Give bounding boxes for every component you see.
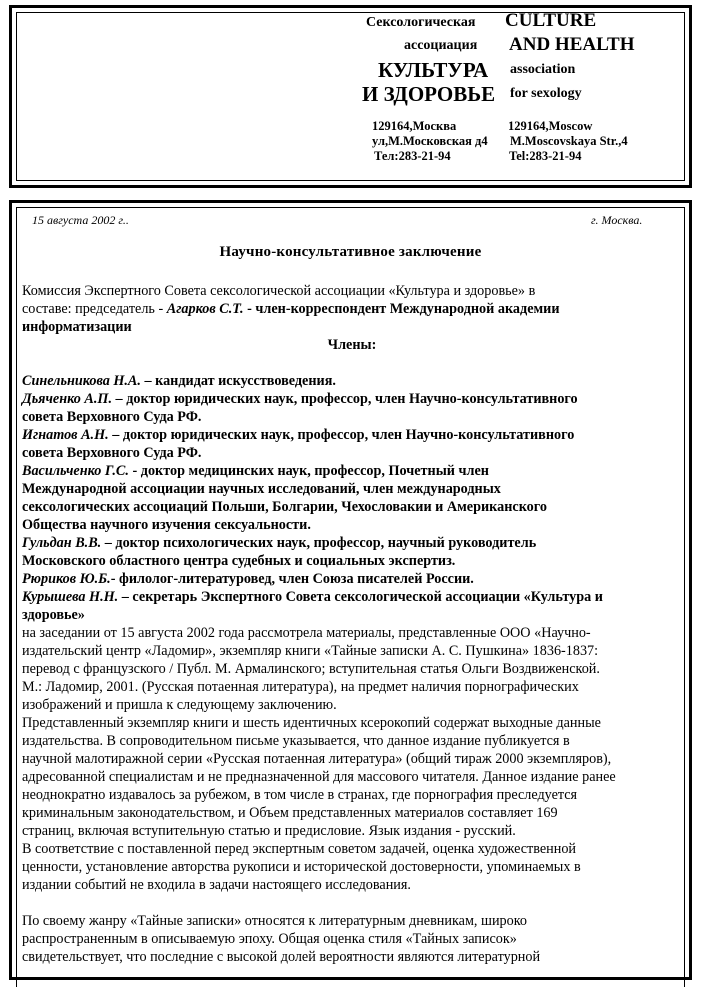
org-name-en-line4: for sexology [510,86,582,101]
org-name-ru-line2: ассоциация [404,38,478,53]
document-date: 15 августа 2002 г.. [32,213,129,227]
body-line-blank [22,894,682,912]
intro-line [22,300,682,318]
address-en-postal: 129164,Moscow [508,119,593,133]
member-name: Синельникова Н.А. [22,373,141,389]
body-line: издательский центр «Ладомир», экземпляр книги «Тайные записки А. С. Пушкина» 1836-1837: [22,643,599,659]
chair-name: Агарков С.Т. [166,301,244,317]
body-line: научной малотиражной серии «Русская потаенная литература» (общий тираж 2000 экземпляров), [22,751,612,767]
member-name: Курышева Н.Н. [22,589,119,605]
member-entry [22,426,682,444]
member-name: Рюриков Ю.Б. [22,571,111,587]
intro-line: Комиссия Экспертного Совета сексологической ассоциации «Культура и здоровье» в [22,283,536,299]
body-line: неоднократно издавалось за рубежом, в том числе в странах, где порнография преследуется [22,787,578,803]
body-line: По своему жанру «Тайные записки» относятся к литературным дневникам, широко [22,913,527,929]
body-line: страниц, включая вступительную статью и предисловие. Язык издания - русский. [22,823,516,839]
member-entry [22,372,682,390]
body-line: В соответствие с поставленной перед экспертным советом задачей, оценка художественной [22,841,577,857]
body-line: перевод с французского / Публ. М. Армалинского; вступительная статья Ольги Воздвиженской. [22,661,600,677]
member-entry [22,390,682,408]
member-desc: - филолог-литературовед, член Союза писателей России. [110,571,474,587]
member-name: Гульдан В.В. [22,535,102,551]
body-line: ценности, установление авторства рукописи и исторической достоверности, упоминаемых в [22,859,581,875]
member-entry [22,588,682,606]
org-name-en-line2: AND HEALTH [509,34,635,55]
body-line: изображений и пришла к следующему заключению. [22,697,337,713]
intro-prefix: составе: председатель - [22,301,164,317]
member-desc-cont: Московского областного центра судебных и социальных экспертиз. [22,553,456,569]
org-name-en-line3: association [510,62,576,77]
commission-intro [22,282,682,354]
member-desc-cont: здоровье» [22,607,85,623]
member-desc-cont: Международной ассоциации научных исследований, член международных [22,481,501,497]
address-en-street: M.Moscovskaya Str.,4 [510,134,628,148]
body-line: криминальным законодательством, и Объем представленных материалов составляет 169 [22,805,558,821]
address-ru-postal: 129164,Москва [372,119,457,133]
member-desc-cont: совета Верховного Суда РФ. [22,445,202,461]
address-ru-street: ул,М.Московская д4 [372,134,488,148]
org-name-ru-line4: И ЗДОРОВЬЕ [362,82,496,106]
document-place: г. Москва. [591,213,643,227]
member-entry [22,534,682,552]
member-desc-cont: сексологических ассоциаций Польши, Болгарии, Чехословакии и Американского [22,499,547,515]
address-en-phone: Tel:283-21-94 [509,149,582,163]
body-line: издательства. В сопроводительном письме указывается, что данное издание публикуется в [22,733,570,749]
member-entry [22,462,682,480]
member-desc-cont: Общества научного изучения сексуальности. [22,517,311,533]
address-ru-phone: Тел:283-21-94 [374,149,451,163]
org-name-ru-line3: КУЛЬТУРА [378,58,489,82]
members-heading: Члены: [327,337,377,353]
member-name: Дьяченко А.П. [22,391,112,407]
body-text [22,624,682,966]
body-line: свидетельствует, что последние с высокой долей вероятности являются литературной [22,949,541,965]
member-entry [22,570,682,588]
member-desc: – доктор психологических наук, профессор, научный руководитель [101,535,537,551]
member-desc: – доктор юридических наук, профессор, член Научно-консультативного [108,427,575,443]
member-name: Игнатов А.Н. [22,427,109,443]
member-desc: - доктор медицинских наук, профессор, Почетный член [128,463,489,479]
org-name-ru-line1: Сексологическая [366,15,476,30]
body-line: М.: Ладомир, 2001. (Русская потаенная литература), на предмет наличия порнографических [22,679,579,695]
body-line: на заседании от 15 августа 2002 года рассмотрела материалы, представленные ООО «Научно- [22,625,591,641]
body-line: распространенным в описываемую эпоху. Общая оценка стиля «Тайных записок» [22,931,517,947]
body-line: адресованной специалистам и не предназначенной для массового читателя. Данное издание ранее [22,769,616,785]
member-desc: – доктор юридических наук, профессор, член Научно-консультативного [112,391,578,407]
members-list [22,372,682,624]
chair-title: - член-корреспондент Международной академии [243,301,560,317]
body-line: издании событий не входила в задачи настоящего исследования. [22,877,411,893]
member-desc-cont: совета Верховного Суда РФ. [22,409,202,425]
org-name-en-line1: CULTURE [505,10,597,31]
letterhead-frame [9,5,692,188]
member-desc: – кандидат искусствоведения. [140,373,336,389]
member-desc: – секретарь Экспертного Совета сексологической ассоциации «Культура и [118,589,603,605]
body-line: Представленный экземпляр книги и шесть идентичных ксерокопий содержат выходные данные [22,715,601,731]
member-name: Васильченко Г.С. [22,463,129,479]
intro-line: информатизации [22,319,132,335]
document-title: Научно-консультативное заключение [219,244,482,260]
